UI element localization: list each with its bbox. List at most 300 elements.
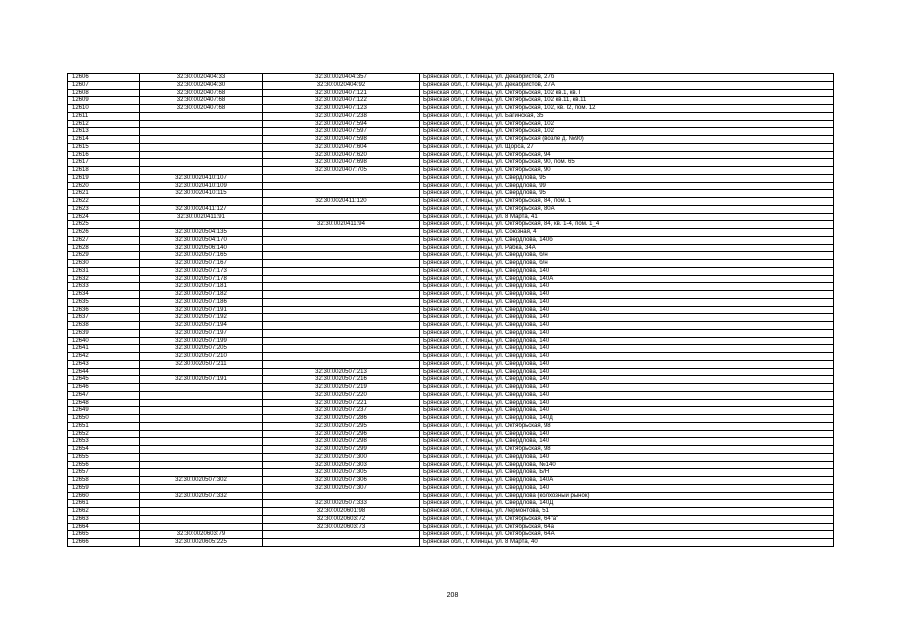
address-cell: Брянская обл., г. Клинцы, ул. Свердлова, 99 xyxy=(420,182,834,190)
building-number-cell xyxy=(263,298,420,306)
address-cell: Брянская обл., г. Клинцы, ул. Октябрьская, 102 кв.1, кв. I xyxy=(420,89,834,97)
table-row xyxy=(68,105,834,113)
land-parcel-number-cell xyxy=(140,159,263,167)
building-number-cell: 32:30:0020507:220 xyxy=(263,391,420,399)
address-cell: Брянская обл., г. Клинцы, ул. Свердлова, 140Д xyxy=(420,500,834,508)
table-row xyxy=(68,415,834,423)
address-cell: Брянская обл., г. Клинцы, ул. Октябрьская, 80А xyxy=(420,205,834,213)
row-number-cell: 12632 xyxy=(68,275,140,283)
address-cell: Брянская обл., г. Клинцы, ул. Декабристов, 27А xyxy=(420,81,834,89)
table-row xyxy=(68,360,834,368)
land-parcel-number-cell xyxy=(140,461,263,469)
land-parcel-number-cell xyxy=(140,453,263,461)
building-number-cell: 32:30:0020603:73 xyxy=(263,523,420,531)
row-number-cell: 12616 xyxy=(68,151,140,159)
building-number-cell: 32:30:0020507:216 xyxy=(263,376,420,384)
table-body xyxy=(68,74,834,547)
building-number-cell: 32:30:0020411:120 xyxy=(263,198,420,206)
land-parcel-number-cell: 32:30:0020404:33 xyxy=(140,74,263,82)
row-number-cell: 12618 xyxy=(68,167,140,175)
land-parcel-number-cell: 32:30:0020507:167 xyxy=(140,260,263,268)
table-row xyxy=(68,446,834,454)
row-number-cell: 12626 xyxy=(68,229,140,237)
row-number-cell: 12615 xyxy=(68,143,140,151)
table-row xyxy=(68,376,834,384)
building-number-cell: 32:30:0020507:237 xyxy=(263,407,420,415)
address-cell: Брянская обл., г. Клинцы, ул. Октябрьская, 102 кв.11, кв.11 xyxy=(420,97,834,105)
table-row xyxy=(68,120,834,128)
land-parcel-number-cell: 32:30:0020411:127 xyxy=(140,205,263,213)
cadastral-table xyxy=(67,73,834,547)
table-row xyxy=(68,500,834,508)
address-cell: Брянская обл., г. Клинцы, ул. Свердлова, 95 xyxy=(420,190,834,198)
building-number-cell xyxy=(263,275,420,283)
land-parcel-number-cell xyxy=(140,438,263,446)
row-number-cell: 12663 xyxy=(68,515,140,523)
row-number-cell: 12648 xyxy=(68,399,140,407)
building-number-cell: 32:30:0020407:705 xyxy=(263,167,420,175)
building-number-cell xyxy=(263,229,420,237)
address-cell: Брянская обл., г. Клинцы, ул. Декабристов, 27б xyxy=(420,74,834,82)
land-parcel-number-cell: 32:30:0020605:225 xyxy=(140,539,263,547)
row-number-cell: 12607 xyxy=(68,81,140,89)
building-number-cell xyxy=(263,322,420,330)
table-row xyxy=(68,515,834,523)
land-parcel-number-cell xyxy=(140,399,263,407)
page-number: 208 xyxy=(446,592,459,599)
row-number-cell: 12664 xyxy=(68,523,140,531)
land-parcel-number-cell xyxy=(140,430,263,438)
address-cell: Брянская обл., г. Клинцы, ул. Свердлова, 140 xyxy=(420,283,834,291)
table-row xyxy=(68,329,834,337)
building-number-cell xyxy=(263,190,420,198)
address-cell: Брянская обл., г. Клинцы, ул. Свердлова, 140 xyxy=(420,298,834,306)
building-number-cell: 32:30:0020601:98 xyxy=(263,508,420,516)
building-number-cell: 32:30:0020507:298 xyxy=(263,438,420,446)
row-number-cell: 12619 xyxy=(68,174,140,182)
row-number-cell: 12627 xyxy=(68,236,140,244)
table-row xyxy=(68,407,834,415)
row-number-cell: 12606 xyxy=(68,74,140,82)
land-parcel-number-cell: 32:30:0020507:205 xyxy=(140,345,263,353)
land-parcel-number-cell xyxy=(140,391,263,399)
table-row xyxy=(68,508,834,516)
row-number-cell: 12629 xyxy=(68,252,140,260)
land-parcel-number-cell: 32:30:0020410:107 xyxy=(140,174,263,182)
address-cell: Брянская обл., г. Клинцы, ул. Свердлова, 95 xyxy=(420,174,834,182)
table-row xyxy=(68,252,834,260)
land-parcel-number-cell xyxy=(140,128,263,136)
address-cell: Брянская обл., г. Клинцы, ул. Свердлова, 140д xyxy=(420,415,834,423)
table-row xyxy=(68,81,834,89)
address-cell: Брянская обл., г. Клинцы, ул. Свердлова, 140А xyxy=(420,275,834,283)
address-cell: Брянская обл., г. Клинцы, ул. Октябрьская, 98 xyxy=(420,446,834,454)
row-number-cell: 12634 xyxy=(68,291,140,299)
row-number-cell: 12645 xyxy=(68,376,140,384)
table-row xyxy=(68,430,834,438)
table-row xyxy=(68,213,834,221)
land-parcel-number-cell: 32:30:0020507:197 xyxy=(140,329,263,337)
table-row xyxy=(68,337,834,345)
row-number-cell: 12636 xyxy=(68,306,140,314)
address-cell: Брянская обл., г. Клинцы, ул. Лермонтова, 51 xyxy=(420,508,834,516)
building-number-cell xyxy=(263,252,420,260)
address-cell: Брянская обл., г. Клинцы, ул. Свердлова, 140б xyxy=(420,236,834,244)
table-row xyxy=(68,112,834,120)
address-cell: Брянская обл., г. Клинцы, ул. Свердлова, №140 xyxy=(420,461,834,469)
row-number-cell: 12662 xyxy=(68,508,140,516)
row-number-cell: 12665 xyxy=(68,531,140,539)
row-number-cell: 12621 xyxy=(68,190,140,198)
land-parcel-number-cell xyxy=(140,508,263,516)
address-cell: Брянская обл., г. Клинцы, ул. Октябрьская, 90 xyxy=(420,167,834,175)
table-row xyxy=(68,353,834,361)
table-row xyxy=(68,453,834,461)
building-number-cell: 32:30:0020404:92 xyxy=(263,81,420,89)
row-number-cell: 12656 xyxy=(68,461,140,469)
address-cell: Брянская обл., г. Клинцы, ул. Октябрьская, 98 xyxy=(420,422,834,430)
building-number-cell xyxy=(263,291,420,299)
address-cell: Брянская обл., г. Клинцы, ул. Октябрьская (возле д. №90) xyxy=(420,136,834,144)
row-number-cell: 12609 xyxy=(68,97,140,105)
address-cell: Брянская обл., г. Клинцы, ул. Свердлова, 140 xyxy=(420,384,834,392)
building-number-cell: 32:30:0020407:597 xyxy=(263,128,420,136)
building-number-cell xyxy=(263,236,420,244)
building-number-cell xyxy=(263,531,420,539)
address-cell: Брянская обл., г. Клинцы, ул. Октябрьская, 84, кв. 1-4, пом. 1_4 xyxy=(420,221,834,229)
land-parcel-number-cell: 32:30:0020410:115 xyxy=(140,190,263,198)
table-row xyxy=(68,422,834,430)
building-number-cell xyxy=(263,306,420,314)
row-number-cell: 12631 xyxy=(68,267,140,275)
address-cell: Брянская обл., г. Клинцы, ул. 8 Марта, 40 xyxy=(420,539,834,547)
row-number-cell: 12614 xyxy=(68,136,140,144)
table-row xyxy=(68,97,834,105)
address-cell: Брянская обл., г. Клинцы, ул. Свердлова, Б/Н xyxy=(420,469,834,477)
table-row xyxy=(68,221,834,229)
building-number-cell xyxy=(263,267,420,275)
table-row xyxy=(68,182,834,190)
building-number-cell: 32:30:0020507:307 xyxy=(263,484,420,492)
table-row xyxy=(68,205,834,213)
table-row xyxy=(68,484,834,492)
land-parcel-number-cell xyxy=(140,446,263,454)
row-number-cell: 12649 xyxy=(68,407,140,415)
building-number-cell: 32:30:0020407:121 xyxy=(263,89,420,97)
land-parcel-number-cell: 32:30:0020507:173 xyxy=(140,267,263,275)
land-parcel-number-cell: 32:30:0020404:30 xyxy=(140,81,263,89)
row-number-cell: 12657 xyxy=(68,469,140,477)
land-parcel-number-cell: 32:30:0020407:68 xyxy=(140,105,263,113)
address-cell: Брянская обл., г. Клинцы, ул. Свердлова, 140 xyxy=(420,345,834,353)
land-parcel-number-cell xyxy=(140,384,263,392)
document-sheet xyxy=(67,73,834,547)
building-number-cell: 32:30:0020407:123 xyxy=(263,105,420,113)
address-cell: Брянская обл., г. Клинцы, ул. Свердлова, 140 xyxy=(420,314,834,322)
building-number-cell: 32:30:0020407:238 xyxy=(263,112,420,120)
land-parcel-number-cell: 32:30:0020507:182 xyxy=(140,291,263,299)
address-cell: Брянская обл., г. Клинцы, ул. Октябрьская, 84, пом. 1 xyxy=(420,198,834,206)
land-parcel-number-cell: 32:30:0020506:140 xyxy=(140,244,263,252)
land-parcel-number-cell: 32:30:0020507:178 xyxy=(140,275,263,283)
table-row xyxy=(68,236,834,244)
row-number-cell: 12637 xyxy=(68,314,140,322)
table-row xyxy=(68,322,834,330)
table-row xyxy=(68,306,834,314)
building-number-cell: 32:30:0020407:604 xyxy=(263,143,420,151)
address-cell: Брянская обл., г. Клинцы, ул. Свердлова, 140 xyxy=(420,399,834,407)
land-parcel-number-cell xyxy=(140,143,263,151)
table-row xyxy=(68,159,834,167)
row-number-cell: 12646 xyxy=(68,384,140,392)
land-parcel-number-cell: 32:30:0020507:211 xyxy=(140,360,263,368)
row-number-cell: 12622 xyxy=(68,198,140,206)
land-parcel-number-cell: 32:30:0020507:302 xyxy=(140,477,263,485)
land-parcel-number-cell: 32:30:0020504:135 xyxy=(140,229,263,237)
table-row xyxy=(68,244,834,252)
building-number-cell: 32:30:0020507:299 xyxy=(263,446,420,454)
land-parcel-number-cell xyxy=(140,167,263,175)
building-number-cell: 32:30:0020507:305 xyxy=(263,469,420,477)
building-number-cell xyxy=(263,244,420,252)
row-number-cell: 12655 xyxy=(68,453,140,461)
address-cell: Брянская обл., г. Клинцы, ул. Свердлова, 140 xyxy=(420,322,834,330)
address-cell: Брянская обл., г. Клинцы, ул. Октябрьская, 64А xyxy=(420,531,834,539)
row-number-cell: 12652 xyxy=(68,430,140,438)
building-number-cell: 32:30:0020411:94 xyxy=(263,221,420,229)
table-row xyxy=(68,531,834,539)
land-parcel-number-cell xyxy=(140,469,263,477)
table-row xyxy=(68,260,834,268)
address-cell: Брянская обл., г. Клинцы, ул. Свердлова, 140 xyxy=(420,368,834,376)
table-row xyxy=(68,469,834,477)
row-number-cell: 12638 xyxy=(68,322,140,330)
address-cell: Брянская обл., г. Клинцы, ул. Свердлова, 140 xyxy=(420,484,834,492)
address-cell: Брянская обл., г. Клинцы, ул. Октябрьская, 90, пом. 65 xyxy=(420,159,834,167)
row-number-cell: 12639 xyxy=(68,329,140,337)
table-row xyxy=(68,136,834,144)
row-number-cell: 12651 xyxy=(68,422,140,430)
address-cell: Брянская обл., г. Клинцы, ул. Союзная, 4 xyxy=(420,229,834,237)
address-cell: Брянская обл., г. Клинцы, ул. Свердлова, б/н xyxy=(420,260,834,268)
building-number-cell: 32:30:0020603:72 xyxy=(263,515,420,523)
row-number-cell: 12653 xyxy=(68,438,140,446)
address-cell: Брянская обл., г. Клинцы, ул. Октябрьская, 64"а" xyxy=(420,515,834,523)
land-parcel-number-cell: 32:30:0020411:91 xyxy=(140,213,263,221)
row-number-cell: 12643 xyxy=(68,360,140,368)
address-cell: Брянская обл., г. Клинцы, ул. Свердлова, 140 xyxy=(420,337,834,345)
building-number-cell: 32:30:0020407:698 xyxy=(263,159,420,167)
table-row xyxy=(68,461,834,469)
row-number-cell: 12617 xyxy=(68,159,140,167)
address-cell: Брянская обл., г. Клинцы, ул. Свердлова, 140 xyxy=(420,267,834,275)
land-parcel-number-cell: 32:30:0020407:68 xyxy=(140,97,263,105)
building-number-cell: 32:30:0020507:300 xyxy=(263,453,420,461)
land-parcel-number-cell: 32:30:0020507:191 xyxy=(140,376,263,384)
land-parcel-number-cell: 32:30:0020507:165 xyxy=(140,252,263,260)
row-number-cell: 12635 xyxy=(68,298,140,306)
building-number-cell xyxy=(263,492,420,500)
land-parcel-number-cell: 32:30:0020507:194 xyxy=(140,322,263,330)
table-row xyxy=(68,151,834,159)
address-cell: Брянская обл., г. Клинцы, ул. Щорса, 27 xyxy=(420,143,834,151)
row-number-cell: 12628 xyxy=(68,244,140,252)
land-parcel-number-cell xyxy=(140,407,263,415)
address-cell: Брянская обл., г. Клинцы, ул. Октябрьская, 64а xyxy=(420,523,834,531)
table-row xyxy=(68,291,834,299)
table-row xyxy=(68,167,834,175)
building-number-cell: 32:30:0020507:296 xyxy=(263,430,420,438)
building-number-cell: 32:30:0020407:122 xyxy=(263,97,420,105)
row-number-cell: 12611 xyxy=(68,112,140,120)
address-cell: Брянская обл., г. Клинцы, ул. Октябрьская, 94 xyxy=(420,151,834,159)
building-number-cell xyxy=(263,353,420,361)
address-cell: Брянская обл., г. Клинцы, ул. Свердлова, 140 xyxy=(420,329,834,337)
table-row xyxy=(68,89,834,97)
building-number-cell: 32:30:0020507:219 xyxy=(263,384,420,392)
row-number-cell: 12624 xyxy=(68,213,140,221)
land-parcel-number-cell: 32:30:0020507:210 xyxy=(140,353,263,361)
row-number-cell: 12630 xyxy=(68,260,140,268)
row-number-cell: 12633 xyxy=(68,283,140,291)
row-number-cell: 12640 xyxy=(68,337,140,345)
building-number-cell: 32:30:0020507:303 xyxy=(263,461,420,469)
table-row xyxy=(68,74,834,82)
table-row xyxy=(68,539,834,547)
address-cell: Брянская обл., г. Клинцы, ул. 8 Марта, 41 xyxy=(420,213,834,221)
table-row xyxy=(68,477,834,485)
table-row xyxy=(68,492,834,500)
land-parcel-number-cell: 32:30:0020507:192 xyxy=(140,314,263,322)
building-number-cell xyxy=(263,329,420,337)
land-parcel-number-cell xyxy=(140,422,263,430)
building-number-cell: 32:30:0020407:620 xyxy=(263,151,420,159)
land-parcel-number-cell xyxy=(140,415,263,423)
land-parcel-number-cell xyxy=(140,484,263,492)
land-parcel-number-cell xyxy=(140,523,263,531)
land-parcel-number-cell xyxy=(140,500,263,508)
table-row xyxy=(68,174,834,182)
address-cell: Брянская обл., г. Клинцы, ул. Свердлова, б/н xyxy=(420,252,834,260)
table-row xyxy=(68,267,834,275)
building-number-cell xyxy=(263,174,420,182)
building-number-cell xyxy=(263,360,420,368)
row-number-cell: 12658 xyxy=(68,477,140,485)
table-row xyxy=(68,523,834,531)
land-parcel-number-cell xyxy=(140,368,263,376)
land-parcel-number-cell xyxy=(140,136,263,144)
address-cell: Брянская обл., г. Клинцы, ул. Багинская, 35 xyxy=(420,112,834,120)
table-row xyxy=(68,229,834,237)
building-number-cell xyxy=(263,182,420,190)
row-number-cell: 12650 xyxy=(68,415,140,423)
building-number-cell: 32:30:0020407:594 xyxy=(263,120,420,128)
table-row xyxy=(68,384,834,392)
table-row xyxy=(68,399,834,407)
building-number-cell: 32:30:0020507:213 xyxy=(263,368,420,376)
row-number-cell: 12654 xyxy=(68,446,140,454)
land-parcel-number-cell: 32:30:0020504:170 xyxy=(140,236,263,244)
building-number-cell: 32:30:0020507:286 xyxy=(263,415,420,423)
address-cell: Брянская обл., г. Клинцы, ул. Свердлова, 140 xyxy=(420,391,834,399)
row-number-cell: 12612 xyxy=(68,120,140,128)
land-parcel-number-cell xyxy=(140,221,263,229)
building-number-cell: 32:30:0020404:357 xyxy=(263,74,420,82)
address-cell: Брянская обл., г. Клинцы, ул. Свердлова, 140 xyxy=(420,430,834,438)
address-cell: Брянская обл., г. Клинцы, ул. Октябрьская, 102 xyxy=(420,120,834,128)
address-cell: Брянская обл., г. Клинцы, ул. Свердлова (колхозный рынок) xyxy=(420,492,834,500)
address-cell: Брянская обл., г. Клинцы, ул. Октябрьская, 102 xyxy=(420,128,834,136)
row-number-cell: 12642 xyxy=(68,353,140,361)
row-number-cell: 12659 xyxy=(68,484,140,492)
land-parcel-number-cell: 32:30:0020507:199 xyxy=(140,337,263,345)
address-cell: Брянская обл., г. Клинцы, ул. Свердлова, 140 xyxy=(420,360,834,368)
building-number-cell xyxy=(263,314,420,322)
table-row xyxy=(68,345,834,353)
land-parcel-number-cell: 32:30:0020407:68 xyxy=(140,89,263,97)
table-row xyxy=(68,190,834,198)
building-number-cell xyxy=(263,345,420,353)
row-number-cell: 12666 xyxy=(68,539,140,547)
land-parcel-number-cell: 32:30:0020603:79 xyxy=(140,531,263,539)
row-number-cell: 12625 xyxy=(68,221,140,229)
address-cell: Брянская обл., г. Клинцы, ул. Рабка, 34А xyxy=(420,244,834,252)
land-parcel-number-cell xyxy=(140,112,263,120)
row-number-cell: 12608 xyxy=(68,89,140,97)
row-number-cell: 12644 xyxy=(68,368,140,376)
building-number-cell xyxy=(263,260,420,268)
table-row xyxy=(68,275,834,283)
row-number-cell: 12623 xyxy=(68,205,140,213)
building-number-cell xyxy=(263,213,420,221)
row-number-cell: 12620 xyxy=(68,182,140,190)
table-row xyxy=(68,128,834,136)
land-parcel-number-cell: 32:30:0020507:181 xyxy=(140,283,263,291)
land-parcel-number-cell: 32:30:0020507:186 xyxy=(140,298,263,306)
table-row xyxy=(68,198,834,206)
row-number-cell: 12647 xyxy=(68,391,140,399)
table-row xyxy=(68,298,834,306)
land-parcel-number-cell: 32:30:0020507:332 xyxy=(140,492,263,500)
address-cell: Брянская обл., г. Клинцы, ул. Октябрьская, 102, кв. I2, пом. 12 xyxy=(420,105,834,113)
row-number-cell: 12610 xyxy=(68,105,140,113)
land-parcel-number-cell xyxy=(140,151,263,159)
table-row xyxy=(68,283,834,291)
row-number-cell: 12641 xyxy=(68,345,140,353)
address-cell: Брянская обл., г. Клинцы, ул. Свердлова, 140 xyxy=(420,353,834,361)
row-number-cell: 12661 xyxy=(68,500,140,508)
land-parcel-number-cell: 32:30:0020410:109 xyxy=(140,182,263,190)
building-number-cell xyxy=(263,205,420,213)
address-cell: Брянская обл., г. Клинцы, ул. Свердлова, 140 xyxy=(420,306,834,314)
land-parcel-number-cell: 32:30:0020507:191 xyxy=(140,306,263,314)
table-row xyxy=(68,391,834,399)
address-cell: Брянская обл., г. Клинцы, ул. Свердлова, 140 xyxy=(420,376,834,384)
building-number-cell: 32:30:0020507:295 xyxy=(263,422,420,430)
address-cell: Брянская обл., г. Клинцы, ул. Свердлова, 140 xyxy=(420,453,834,461)
building-number-cell: 32:30:0020507:306 xyxy=(263,477,420,485)
row-number-cell: 12660 xyxy=(68,492,140,500)
table-row xyxy=(68,368,834,376)
table-row xyxy=(68,314,834,322)
building-number-cell xyxy=(263,283,420,291)
building-number-cell: 32:30:0020507:333 xyxy=(263,500,420,508)
building-number-cell: 32:30:0020407:598 xyxy=(263,136,420,144)
table-row xyxy=(68,438,834,446)
building-number-cell: 32:30:0020507:221 xyxy=(263,399,420,407)
address-cell: Брянская обл., г. Клинцы, ул. Свердлова, 140А xyxy=(420,477,834,485)
table-row xyxy=(68,143,834,151)
